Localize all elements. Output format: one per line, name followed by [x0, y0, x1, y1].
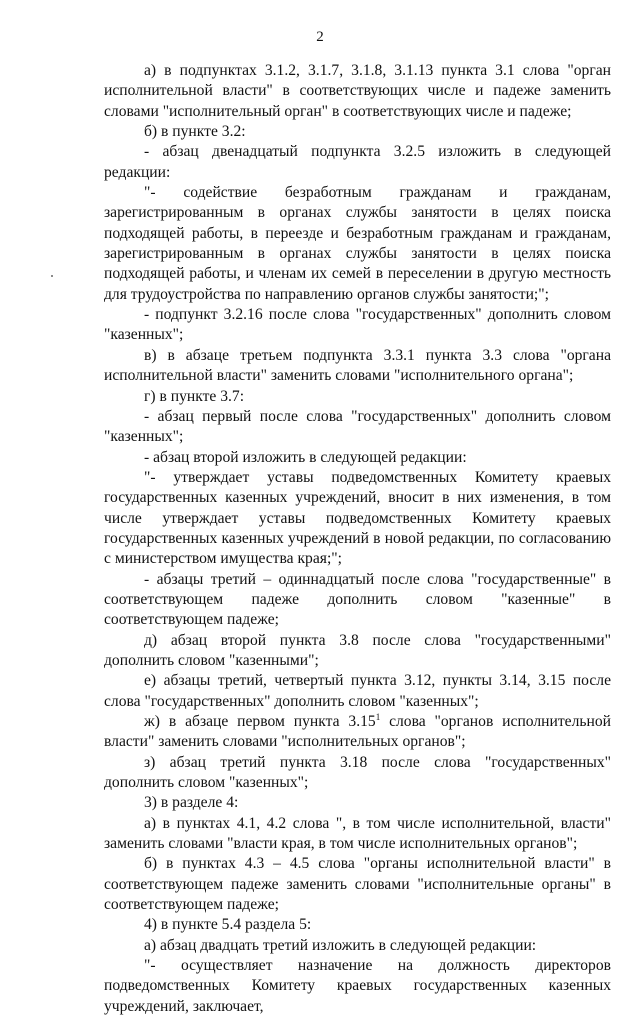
paragraph-4-1-4-2: а) в пунктах 4.1, 4.2 слова ", в том числе исполнительной, власти" заменить словами "власти края, в том числе исполнительных органов";: [104, 814, 611, 853]
paragraph-5-4-intro: а) абзац двадцать третий изложить в следующей редакции:: [144, 936, 537, 954]
paragraph-3-15-1-rest: слова "органов исполнительной власти" заменить словами "исполнительных органов";: [104, 713, 611, 751]
paragraph-3-12-3-15: е) абзацы третий, четвертый пункта 3.12, пункты 3.14, 3.15 после слова "государственных" дополнить словом "казенных";: [104, 672, 611, 710]
paragraph-3-2-16: - подпункт 3.2.16 после слова "государственных" дополнить словом "казенных";: [104, 306, 611, 344]
paragraph-3-7-second-intro: - абзац второй изложить в следующей редакции:: [144, 448, 467, 466]
paragraph-3-15-1: [104, 712, 611, 753]
paragraph-5-4-header: 4) в пункте 5.4 раздела 5:: [144, 916, 312, 934]
paragraph-3-8: д) абзац второй пункта 3.8 после слова "государственными" дополнить словом "казенными";: [104, 631, 611, 669]
document-body: [104, 61, 611, 1017]
scan-speck: [51, 275, 53, 277]
paragraph-5-4-text: "- осуществляет назначение на должность директоров подведомственных Комитету краевых государственных казенных учреждений, заключает,: [104, 957, 611, 1015]
paragraph-3-2-5-intro: - абзац двенадцатый подпункта 3.2.5 изложить в следующей редакции:: [104, 143, 611, 181]
paragraph-3-1-replacement: а) в подпунктах 3.1.2, 3.1.7, 3.1.8, 3.1.13 пункта 3.1 слова "орган исполнительной власти" в соответствующих числе и падеже заменить словами "исполнительный орган" в соответствующих числе и падеже;: [104, 62, 611, 120]
paragraph-3-7-third-eleventh: - абзацы третий – одиннадцатый после слова "государственные" в соответствующем падеже дополнить словом "казенные" в соответствующем падеже;: [104, 570, 611, 629]
paragraph-3-7-first: - абзац первый после слова "государственных" дополнить словом "казенных";: [104, 407, 611, 446]
paragraph-3-3-1: в) в абзаце третьем подпункта 3.3.1 пункта 3.3 слова "органа исполнительной власти" заменить словами "исполнительного органа";: [104, 346, 611, 385]
paragraph-4-3-4-5: б) в пунктах 4.3 – 4.5 слова "органы исполнительной власти" в соответствующем падеже заменить словами "исполнительные органы" в соответствующем падеже;: [104, 855, 611, 914]
paragraph-3-15-1-start: ж) в абзаце первом пункта 3.15: [144, 713, 376, 730]
paragraph-3-2-header: б) в пункте 3.2:: [144, 123, 246, 141]
paragraph-3-7-second-text: "- утверждает уставы подведомственных Комитету краевых государственных казенных учреждений, вносит в них изменения, в том числе утверждает уставы подведомственных Комитету краевых государственных казенных учреждений в новой редакции, по согласованию с министерством имущества края;";: [104, 468, 611, 568]
paragraph-3-7-header: г) в пункте 3.7:: [144, 387, 245, 405]
paragraph-section-4-header: 3) в разделе 4:: [144, 794, 239, 812]
paragraph-3-2-5-text: "- содействие безработным гражданам и гражданам, зарегистрированным в органах службы занятости в целях поиска подходящей работы, в переезде и безработным гражданам и гражданам, зарегистрированным в органах службы занятости в целях поиска подходящей работы, и членам их семей в переселении в другую местность для трудоустройства по направлению органов службы занятости;";: [104, 184, 611, 303]
paragraph-3-18: з) абзац третий пункта 3.18 после слова "государственных" дополнить словом "казенных";: [104, 753, 611, 792]
superscript-one: 1: [375, 712, 381, 722]
page-number: 2: [316, 29, 324, 45]
